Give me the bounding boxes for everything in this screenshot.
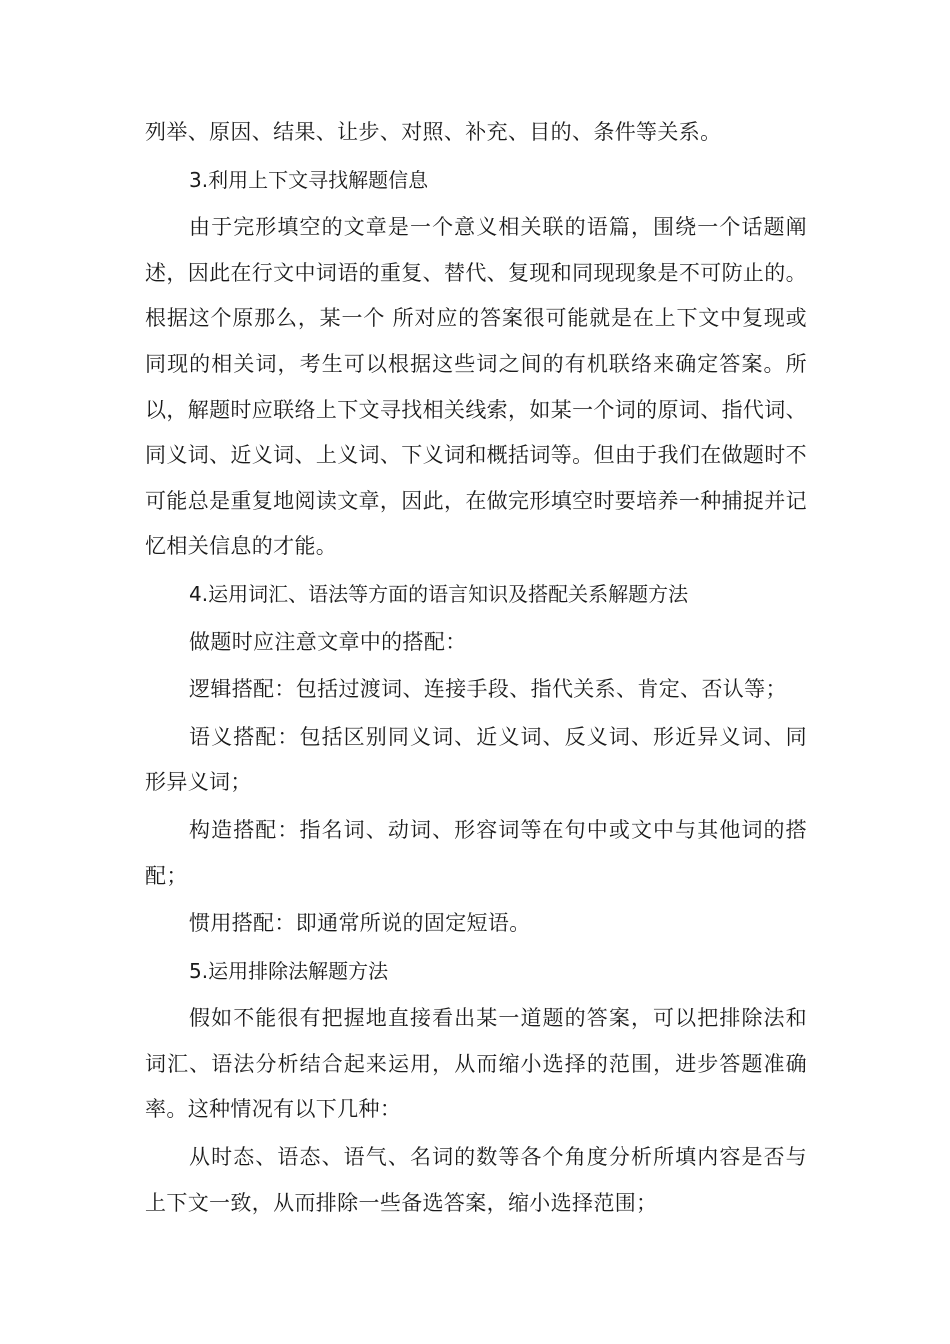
- paragraph-continuation: 列举、原因、结果、让步、对照、补充、目的、条件等关系。: [145, 120, 722, 144]
- paragraph-elimination-case: 从时态、语态、语气、名词的数等各个角度分析所填内容是否与上下文一致，从而排除一些备选答案，缩小选择范围；: [145, 1145, 807, 1215]
- paragraph-logical-collocation: 逻辑搭配：包括过渡词、连接手段、指代关系、肯定、否认等；: [189, 677, 787, 702]
- paragraph-collocation-intro: 做题时应注意文章中的搭配：: [189, 629, 467, 654]
- section-heading-5: 5.运用排除法解题方法: [189, 958, 389, 983]
- paragraph-elimination: 假如不能很有把握地直接看出某一道题的答案，可以把排除法和词汇、语法分析结合起来运用，从而缩小选择的范围，进步答题准确率。这种情况有以下几种：: [145, 1006, 807, 1122]
- document-page: [145, 110, 807, 1226]
- section-heading-4: 4.运用词汇、语法等方面的语言知识及搭配关系解题方法: [189, 581, 689, 606]
- paragraph-semantic-collocation: 语义搭配：包括区别同义词、近义词、反义词、形近异义词、同形异义词；: [145, 724, 807, 795]
- paragraph-idiomatic-collocation: 惯用搭配：即通常所说的固定短语。: [189, 911, 531, 936]
- paragraph-structural-collocation: 构造搭配：指名词、动词、形容词等在句中或文中与其他词的搭配；: [145, 817, 807, 888]
- section-heading-3: 3.利用上下文寻找解题信息: [189, 167, 429, 192]
- paragraph-context-clues: 由于完形填空的文章是一个意义相关联的语篇，围绕一个话题阐述，因此在行文中词语的重复、替代、复现和同现现象是不可防止的。根据这个原那么，某一个 所对应的答案很可能就是在上下文中复现或同现的相关词，考生可以根据这些词之间的有机联络来确定答案。所以，解题时应联络上下文寻找相关线索，如某一个词的原词、指代词、同义词、近义词、上义词、下义词和概括词等。但由于我们在做题时不可能总是重复地阅读文章，因此，在做完形填空时要培养一种捕捉并记忆相关信息的才能。: [145, 215, 807, 559]
